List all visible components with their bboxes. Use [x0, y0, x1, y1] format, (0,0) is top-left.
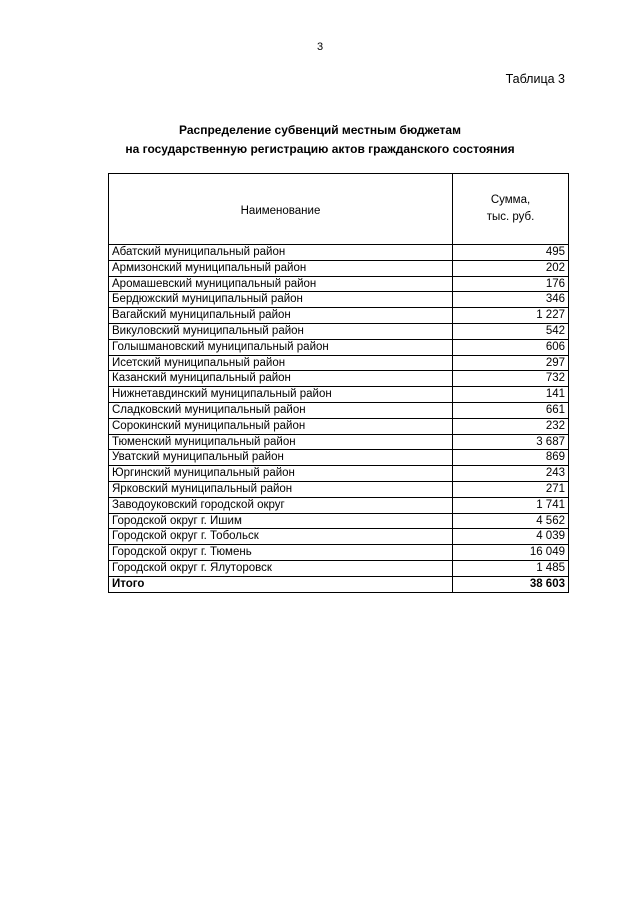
- table-row: [109, 276, 569, 292]
- row-sum-cell: 4 562: [453, 513, 569, 529]
- page-number: 3: [316, 41, 324, 53]
- table-row: [109, 245, 569, 261]
- row-sum-cell: 661: [453, 402, 569, 418]
- header-sum-line-1: Сумма,: [490, 194, 531, 206]
- row-sum-cell: 869: [453, 450, 569, 466]
- row-sum-cell: 297: [453, 355, 569, 371]
- row-sum-cell: 271: [453, 481, 569, 497]
- total-label-cell: Итого: [109, 576, 453, 592]
- row-name-cell: Аромашевский муниципальный район: [109, 276, 453, 292]
- title-line-2: на государственную регистрацию актов гражданского состояния: [125, 142, 515, 156]
- row-name-cell: Сладковский муниципальный район: [109, 402, 453, 418]
- row-name-cell: Тюменский муниципальный район: [109, 434, 453, 450]
- title-line-1: Распределение субвенций местным бюджетам: [179, 123, 461, 137]
- row-name-cell: Ярковский муниципальный район: [109, 481, 453, 497]
- row-sum-cell: 1 485: [453, 560, 569, 576]
- row-name-cell: Исетский муниципальный район: [109, 355, 453, 371]
- table-row: [109, 355, 569, 371]
- table-body: [109, 245, 569, 593]
- row-sum-cell: 243: [453, 466, 569, 482]
- table-row: [109, 387, 569, 403]
- row-name-cell: Абатский муниципальный район: [109, 245, 453, 261]
- row-sum-cell: 542: [453, 323, 569, 339]
- total-sum-cell: 38 603: [453, 576, 569, 592]
- row-name-cell: Армизонский муниципальный район: [109, 260, 453, 276]
- table-row: [109, 513, 569, 529]
- row-name-cell: Городской округ г. Ялуторовск: [109, 560, 453, 576]
- row-sum-cell: 232: [453, 418, 569, 434]
- header-name: Наименование: [109, 174, 453, 245]
- row-sum-cell: 606: [453, 339, 569, 355]
- row-name-cell: Викуловский муниципальный район: [109, 323, 453, 339]
- row-sum-cell: 732: [453, 371, 569, 387]
- table-row: [109, 292, 569, 308]
- row-sum-cell: 16 049: [453, 545, 569, 561]
- row-name-cell: Сорокинский муниципальный район: [109, 418, 453, 434]
- table-label: Таблица 3: [505, 72, 565, 86]
- row-name-cell: Городской округ г. Тобольск: [109, 529, 453, 545]
- table-row: [109, 418, 569, 434]
- row-name-cell: Казанский муниципальный район: [109, 371, 453, 387]
- row-name-cell: Юргинский муниципальный район: [109, 466, 453, 482]
- total-row: [109, 576, 569, 592]
- row-name-cell: Нижнетавдинский муниципальный район: [109, 387, 453, 403]
- row-sum-cell: 1 741: [453, 497, 569, 513]
- row-sum-cell: 141: [453, 387, 569, 403]
- row-sum-cell: 346: [453, 292, 569, 308]
- row-name-cell: Городской округ г. Тюмень: [109, 545, 453, 561]
- row-sum-cell: 202: [453, 260, 569, 276]
- table-header-row: [109, 174, 569, 245]
- row-name-cell: Вагайский муниципальный район: [109, 308, 453, 324]
- table-row: [109, 545, 569, 561]
- row-sum-cell: 3 687: [453, 434, 569, 450]
- row-sum-cell: 4 039: [453, 529, 569, 545]
- table-row: [109, 560, 569, 576]
- row-name-cell: Заводоуковский городской округ: [109, 497, 453, 513]
- table-row: [109, 402, 569, 418]
- table-row: [109, 497, 569, 513]
- table-row: [109, 450, 569, 466]
- row-name-cell: Голышмановский муниципальный район: [109, 339, 453, 355]
- row-name-cell: Бердюжский муниципальный район: [109, 292, 453, 308]
- row-name-cell: Уватский муниципальный район: [109, 450, 453, 466]
- table-row: [109, 434, 569, 450]
- table-row: [109, 481, 569, 497]
- table-row: [109, 529, 569, 545]
- header-sum: [453, 174, 569, 245]
- row-sum-cell: 1 227: [453, 308, 569, 324]
- table-row: [109, 323, 569, 339]
- subventions-table: [108, 173, 569, 593]
- row-sum-cell: 176: [453, 276, 569, 292]
- header-sum-line-2: тыс. руб.: [486, 211, 535, 223]
- row-name-cell: Городской округ г. Ишим: [109, 513, 453, 529]
- table-row: [109, 339, 569, 355]
- row-sum-cell: 495: [453, 245, 569, 261]
- table-row: [109, 371, 569, 387]
- document-title: [0, 121, 640, 159]
- table-row: [109, 260, 569, 276]
- table-row: [109, 308, 569, 324]
- table-row: [109, 466, 569, 482]
